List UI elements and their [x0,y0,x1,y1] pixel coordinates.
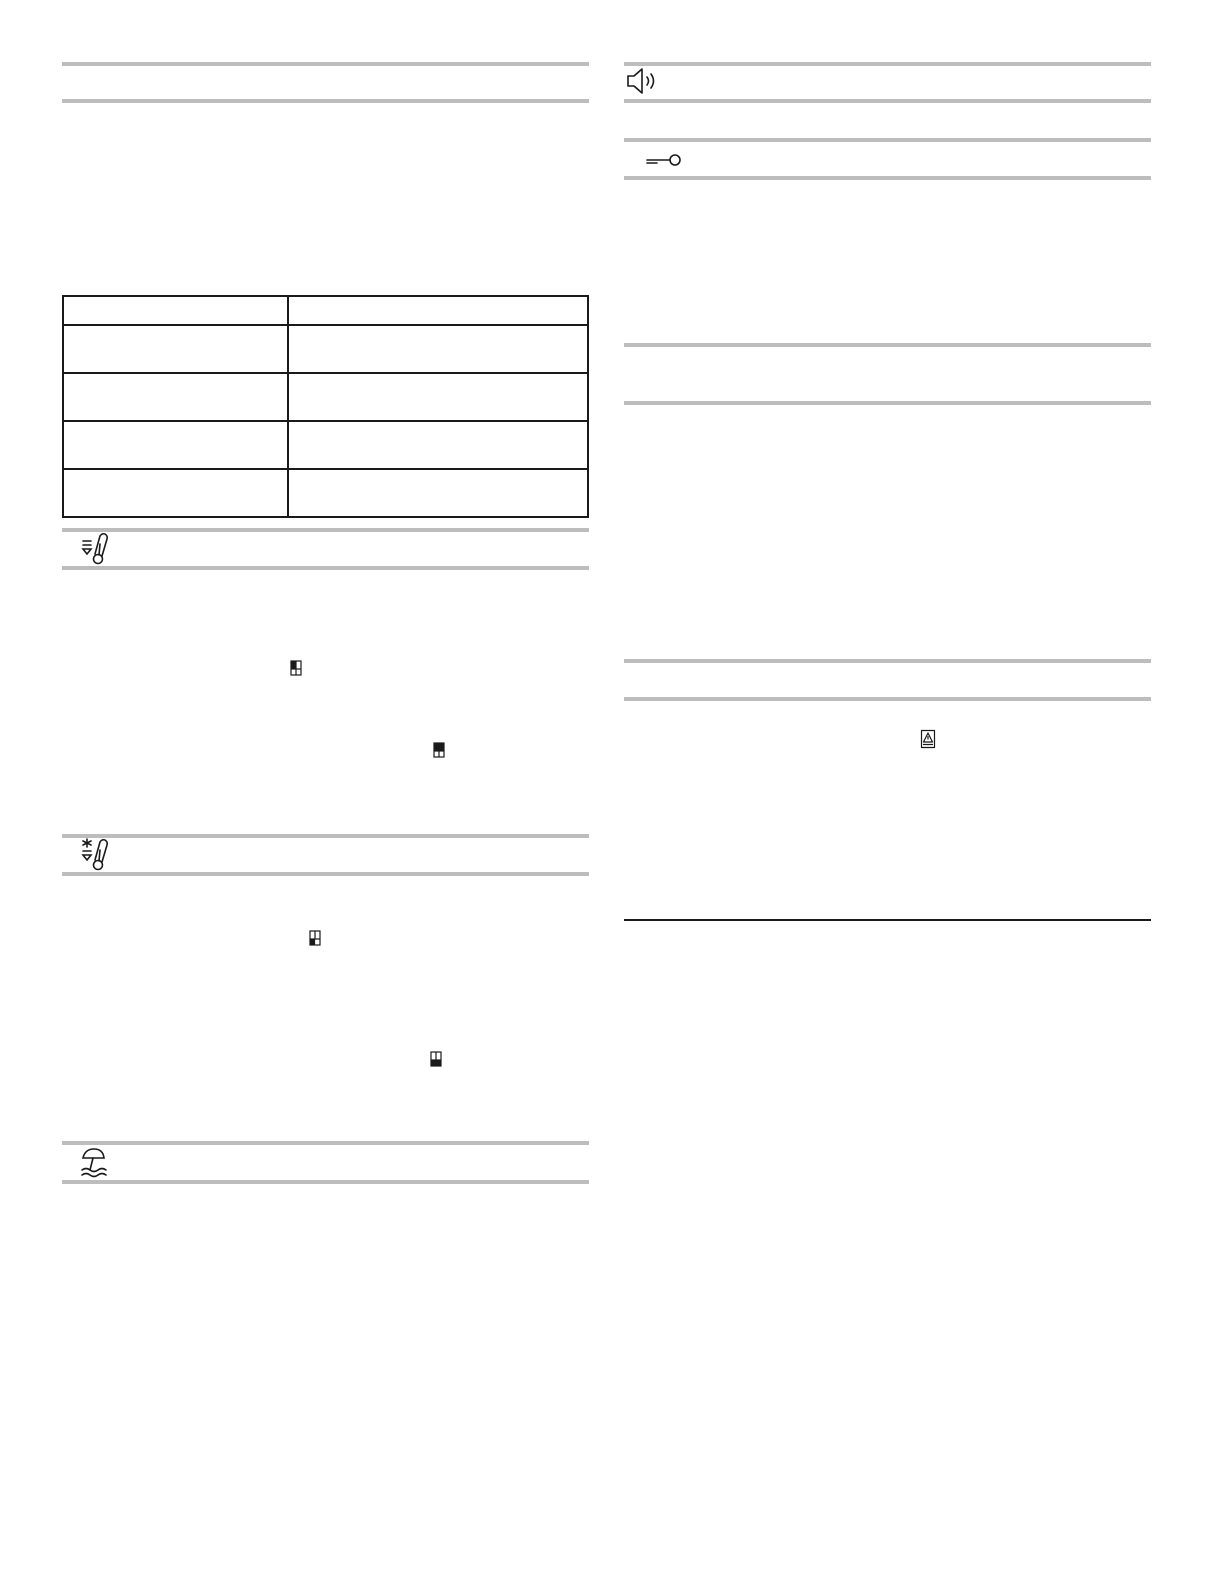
table-cell [63,469,288,517]
section-divider [624,919,1151,921]
speaker-sound-icon [625,67,659,95]
key-lock-icon [645,151,685,169]
section-rule [624,99,1151,103]
table-cell [63,421,288,469]
section-rule [624,659,1151,663]
section-rule [62,566,589,570]
table-cell [288,421,588,469]
section-rule [62,62,589,66]
section-rule [624,343,1151,347]
fridge-door-icon [290,660,302,676]
section-rule [624,62,1151,66]
table-cell [288,325,588,373]
section-rule [62,834,589,838]
filter-warning-icon [920,729,936,749]
section-rule [62,872,589,876]
table-header-cell [63,296,288,325]
section-rule [62,99,589,103]
freezer-drawer-icon [430,1051,442,1067]
table-row [63,469,588,517]
table-header-row [63,296,588,325]
table-cell [63,325,288,373]
section-rule [624,176,1151,180]
freezer-drawer-icon [309,930,321,946]
section-rule [624,401,1151,405]
fridge-door-icon [433,742,445,758]
section-rule [624,697,1151,701]
section-rule [62,528,589,532]
section-rule [624,138,1151,142]
fast-freeze-thermometer-icon [80,838,114,872]
table-cell [288,373,588,421]
table-header-cell [288,296,588,325]
section-rule [62,1180,589,1184]
section-rule [62,1141,589,1145]
table-cell [63,373,288,421]
table-row [63,421,588,469]
table-cell [288,469,588,517]
table-row [63,373,588,421]
table-row [63,325,588,373]
max-cool-thermometer-icon [80,532,114,566]
vacation-mode-icon [80,1146,110,1180]
settings-table [62,295,589,518]
